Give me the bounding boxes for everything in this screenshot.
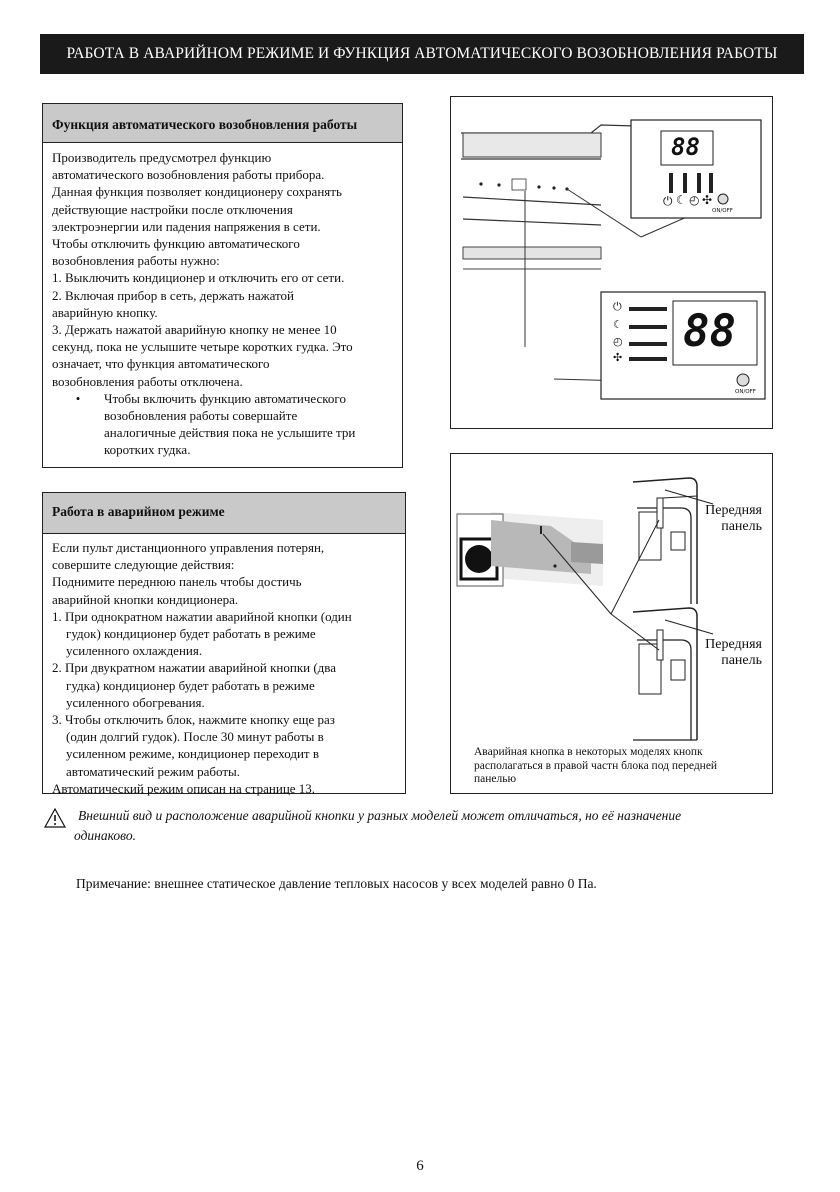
emergency-mode-body xyxy=(43,534,405,797)
bullet-text xyxy=(104,390,393,459)
front-panel-label-bottom xyxy=(697,637,762,669)
text-line: усиленного обогревания. xyxy=(66,694,205,710)
text-line: Чтобы включить функцию автоматического xyxy=(104,390,346,406)
auto-restart-body xyxy=(43,143,402,459)
caption-line: Аварийная кнопка в некоторых моделях кнопк xyxy=(474,746,703,758)
text-line: аварийной кнопки кондиционера. xyxy=(52,591,239,607)
sleep-icon: ☾ xyxy=(613,318,623,331)
sleep-icon: ☾ xyxy=(676,193,687,207)
text-line: аварийную кнопку. xyxy=(52,304,158,320)
text-line: автоматического возобновления работы прибора. xyxy=(52,167,325,183)
text-line: означает, что функция автоматического xyxy=(52,356,270,372)
text-line: возобновления работы нужно: xyxy=(52,253,220,269)
front-panel-label-top xyxy=(697,503,762,535)
power-icon: ⏻ xyxy=(613,300,622,313)
bullet-symbol: • xyxy=(75,390,81,406)
timer-icon: ◴ xyxy=(689,193,700,207)
text-line: секунд, пока не услышите четыре коротких гудка. Это xyxy=(52,339,353,355)
text-line: автоматический режим работы. xyxy=(66,763,241,779)
text-line: действующие настройки после отключения xyxy=(52,201,293,217)
text-line: возобновления работы совершайте xyxy=(104,408,298,424)
display-panel-figure xyxy=(450,96,773,429)
text-line: гудка) кондиционер будет работать в режиме xyxy=(66,677,315,693)
caption-line: панелью xyxy=(474,773,517,785)
onoff-label: ON/OFF xyxy=(712,208,733,214)
label-line: панель xyxy=(721,653,762,668)
onoff-label: ON/OFF xyxy=(735,389,756,395)
text-line: Производитель предусмотрел функцию xyxy=(52,150,272,165)
emergency-button-figure xyxy=(450,453,773,794)
warning-line: Внешний вид и расположение аварийной кнопки у разных моделей может отличаться, но её назначение xyxy=(78,808,682,823)
text-line: 1. При однократном нажатии аварийной кнопки (один xyxy=(52,608,352,624)
text-line: 2. При двукратном нажатии аварийной кнопки (два xyxy=(52,660,337,676)
large-display-digits: 88 xyxy=(683,306,736,357)
text-line: 3. Чтобы отключить блок, нажмите кнопку еще раз xyxy=(52,712,335,728)
bullet-item xyxy=(52,390,393,459)
emergency-button-caption xyxy=(474,746,764,787)
auto-restart-heading: Функция автоматического возобновления работы xyxy=(43,104,402,143)
small-display-digits: 88 xyxy=(671,133,700,161)
power-icon: ⏻ xyxy=(663,194,673,208)
text-line: гудок) кондиционер будет работать в режиме xyxy=(66,626,316,642)
text-line: Если пульт дистанционного управления потерян, xyxy=(52,540,325,555)
text-line: Чтобы отключить функцию автоматического xyxy=(52,236,300,252)
fan-icon: ✣ xyxy=(613,351,623,364)
text-line: Поднимите переднюю панель чтобы достичь xyxy=(52,574,302,590)
text-line: 1. Выключить кондиционер и отключить его от сети. xyxy=(52,270,345,286)
caption-line: располагаться в правой частн блока под передней xyxy=(474,759,718,772)
text-line: аналогичные действия пока не услышите три xyxy=(104,425,356,441)
label-line: Передняя xyxy=(705,637,762,652)
display-panel-illustration xyxy=(451,97,772,428)
emergency-mode-box xyxy=(42,492,406,794)
text-line: (один долгий гудок). После 30 минут работы в xyxy=(66,729,324,745)
page-number: 6 xyxy=(416,1158,424,1174)
text-line: Данная функция позволяет кондиционеру сохранять xyxy=(52,184,342,200)
page-header-banner: РАБОТА В АВАРИЙНОМ РЕЖИМЕ И ФУНКЦИЯ АВТОМАТИЧЕСКОГО ВОЗОБНОВЛЕНИЯ РАБОТЫ xyxy=(40,34,804,74)
static-pressure-note: Примечание: внешнее статическое давление тепловых насосов у всех моделей равно 0 Па. xyxy=(76,876,597,891)
text-line: Автоматический режим описан на странице 13. xyxy=(52,780,316,796)
warning-line: одинаково. xyxy=(74,828,136,843)
fan-icon: ✣ xyxy=(702,193,713,207)
warning-triangle-icon xyxy=(44,808,66,828)
text-line: совершите следующие действия: xyxy=(52,557,235,573)
text-line: усиленного охлаждения. xyxy=(66,643,203,659)
warning-note xyxy=(44,806,774,846)
label-line: панель xyxy=(721,519,762,534)
auto-restart-box xyxy=(42,103,403,468)
timer-icon: ◴ xyxy=(613,335,623,348)
label-line: Передняя xyxy=(705,503,762,518)
emergency-mode-heading: Работа в аварийном режиме xyxy=(43,493,405,534)
text-line: электроэнергии или падения напряжения в сети. xyxy=(52,218,321,234)
text-line: 3. Держать нажатой аварийную кнопку не менее 10 xyxy=(52,322,337,338)
text-line: усиленном режиме, кондиционер переходит в xyxy=(66,746,320,762)
text-line: 2. Включая прибор в сеть, держать нажатой xyxy=(52,287,294,303)
text-line: возобновления работы отключена. xyxy=(52,373,243,389)
text-line: коротких гудка. xyxy=(104,442,191,458)
